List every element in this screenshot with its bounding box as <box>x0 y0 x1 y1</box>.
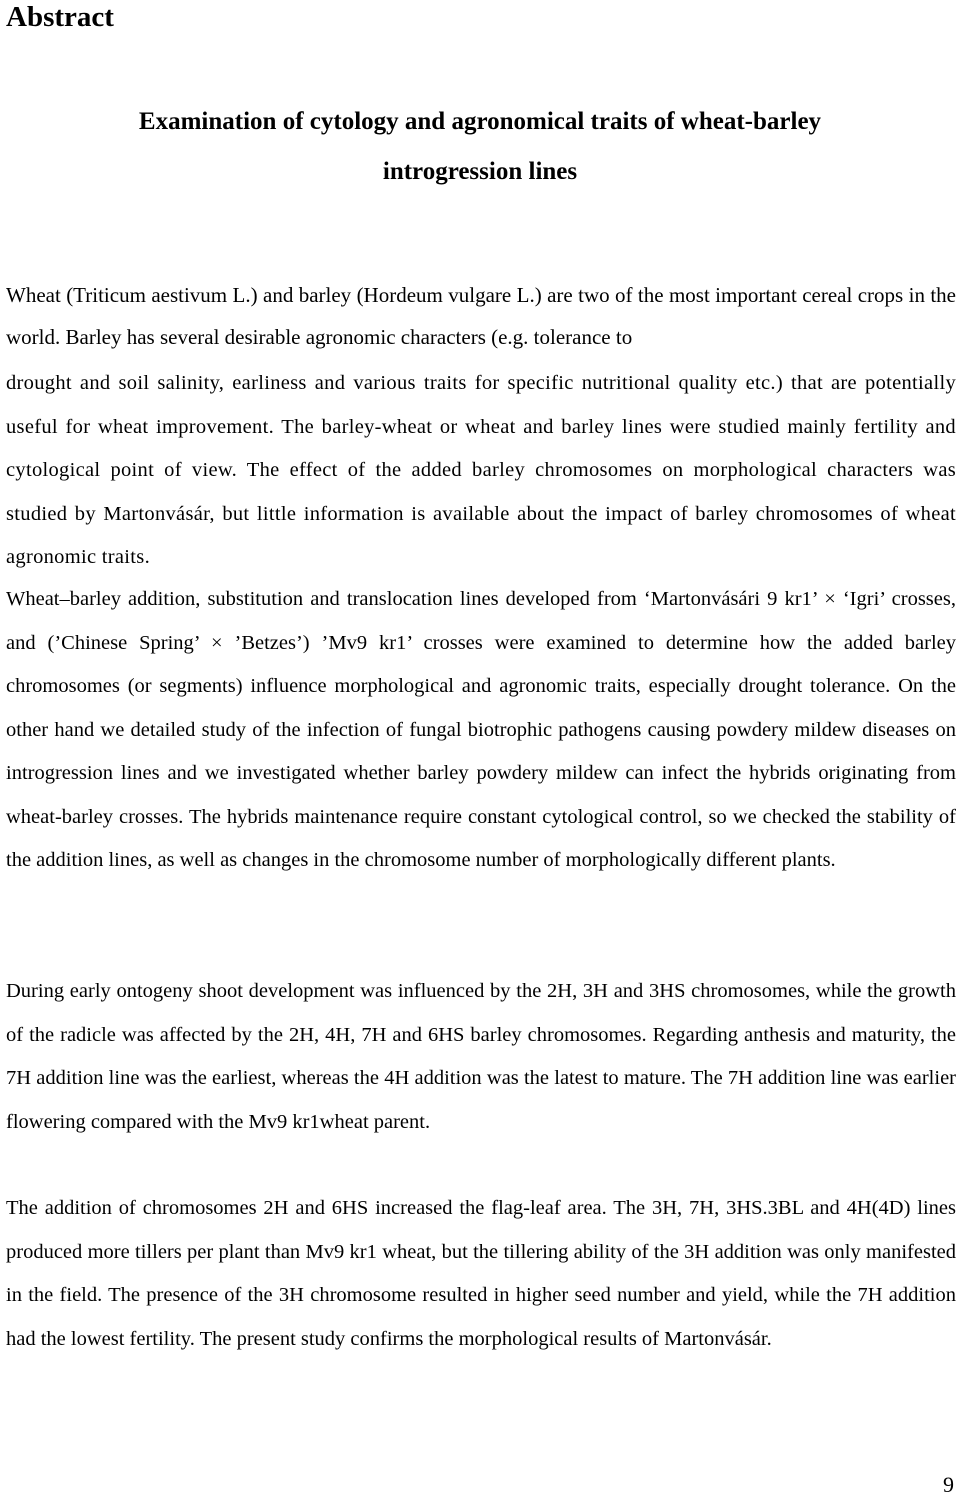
paper-title-line-1: Examination of cytology and agronomical traits of wheat-barley <box>138 108 822 135</box>
section-heading: Abstract <box>6 1 114 33</box>
paper-title-line-2: introgression lines <box>382 158 578 185</box>
abstract-paragraph-4: During early ontogeny shoot development was influenced by the 2H, 3H and 3HS chromosomes, while the growth of the radicle was affected by the 2H, 4H, 7H and 6HS barley chromosomes. Regarding anthesis and maturity, the 7H addition line was the earliest, whereas the 4H addition was the latest to mature. The 7H addition line was earlier flowering compared with the Mv9 kr1wheat parent. <box>6 980 956 1133</box>
abstract-paragraph-2: drought and soil salinity, earliness and various traits for specific nutritional quality etc.) that are potentially useful for wheat improvement. The barley-wheat or wheat and barley lines were studied mainly fertility and cytological point of view. The effect of the added barley chromosomes on morphological characters was studied by Martonvásár, but little information is available about the impact of barley chromosomes of wheat agronomic traits. <box>6 372 956 568</box>
abstract-paragraph-1: Wheat (Triticum aestivum L.) and barley (Hordeum vulgare L.) are two of the most important cereal crops in the world. Barley has several desirable agronomic characters (e.g. tolerance to <box>6 283 956 349</box>
abstract-paragraph-3: Wheat–barley addition, substitution and translocation lines developed from ‘Martonvásári 9 kr1’ × ‘Igri’ crosses, and (’Chinese Spring’ × ’Betzes’) ’Mv9 kr1’ crosses were examined to determine how the added barley chromosomes (or segments) influence morphological and agronomic traits, especially drought tolerance. On the other hand we detailed study of the infection of fungal biotrophic pathogens causing powdery mildew diseases on introgression lines and we investigated whether barley powdery mildew can infect the hybrids originating from wheat-barley crosses. The hybrids maintenance require constant cytological control, so we checked the stability of the addition lines, as well as changes in the chromosome number of morphologically different plants. <box>6 588 956 871</box>
abstract-paragraph-5: The addition of chromosomes 2H and 6HS increased the flag-leaf area. The 3H, 7H, 3HS.3BL and 4H(4D) lines produced more tillers per plant than Mv9 kr1 wheat, but the tillering ability of the 3H addition was only manifested in the field. The presence of the 3H chromosome resulted in higher seed number and yield, while the 7H addition had the lowest fertility. The present study confirms the morphological results of Martonvásár. <box>6 1197 956 1350</box>
page-number: 9 <box>943 1472 954 1497</box>
